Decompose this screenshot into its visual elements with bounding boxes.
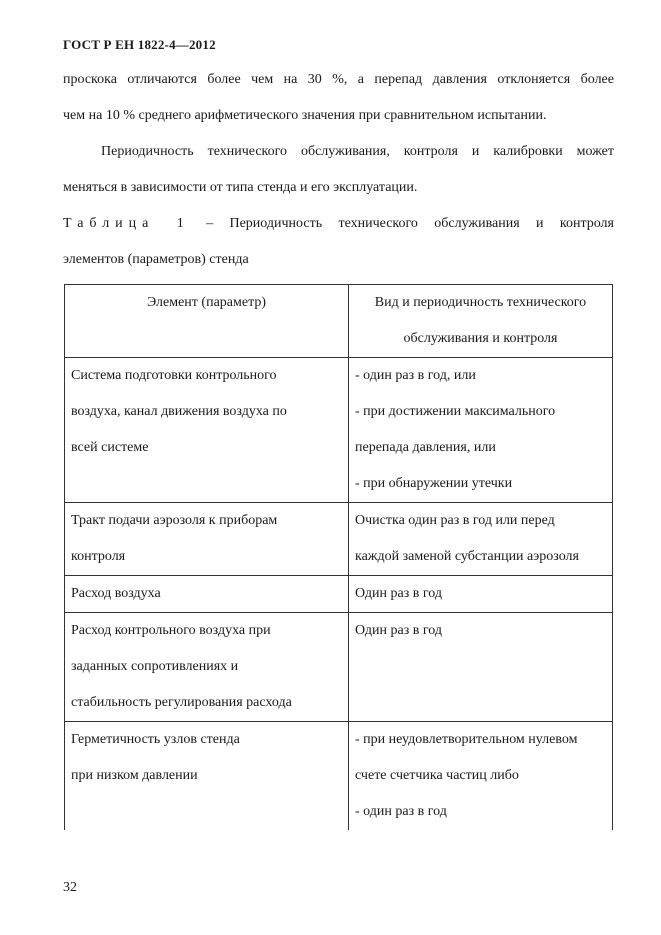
paragraph-line: чем на 10 % среднего арифметического значения при сравнительном испытании. bbox=[63, 108, 547, 123]
cell-line: воздуха, канал движения воздуха по bbox=[71, 404, 287, 419]
cell-line: Тракт подачи аэрозоля к приборам bbox=[71, 513, 278, 528]
paragraph-line: проскока отличаются более чем на 30 %, а перепад давления отклоняется более bbox=[63, 72, 614, 87]
cell-line: - один раз в год bbox=[355, 804, 447, 819]
cell-element bbox=[65, 358, 349, 503]
cell-maintenance bbox=[349, 576, 613, 613]
cell-line: Расход контрольного воздуха при bbox=[71, 623, 271, 638]
cell-maintenance bbox=[349, 613, 613, 722]
paragraph-line: Периодичность технического обслуживания, контроля и калибровки может bbox=[101, 144, 614, 159]
cell-line: контроля bbox=[71, 549, 126, 564]
cell-line: Один раз в год bbox=[355, 623, 443, 638]
table-row bbox=[65, 613, 613, 722]
cell-line: Расход воздуха bbox=[71, 586, 161, 601]
page-number: 32 bbox=[63, 880, 77, 895]
cell-line: - один раз в год, или bbox=[355, 368, 476, 383]
table-row bbox=[65, 503, 613, 576]
cell-line: при низком давлении bbox=[71, 768, 198, 783]
cell-line: счете счетчика частиц либо bbox=[355, 768, 519, 783]
cell-maintenance bbox=[349, 503, 613, 576]
table-row bbox=[65, 722, 613, 831]
header-line: Вид и периодичность технического bbox=[374, 295, 587, 310]
document-header: ГОСТ Р ЕН 1822-4—2012 bbox=[63, 37, 216, 52]
paragraph-comparison-test bbox=[63, 62, 614, 134]
cell-line: - при достижении максимального bbox=[355, 404, 556, 419]
table-caption-line2: элементов (параметров) стенда bbox=[63, 252, 249, 267]
paragraph-line: меняться в зависимости от типа стенда и его эксплуатации. bbox=[63, 180, 418, 195]
column-header-element bbox=[65, 285, 349, 358]
header-line: Элемент (параметр) bbox=[146, 295, 267, 310]
cell-element bbox=[65, 576, 349, 613]
cell-element bbox=[65, 613, 349, 722]
table-caption bbox=[63, 206, 614, 278]
cell-line: Система подготовки контрольного bbox=[71, 368, 277, 383]
table-header-row bbox=[65, 285, 613, 358]
maintenance-table bbox=[64, 284, 613, 830]
cell-maintenance bbox=[349, 358, 613, 503]
cell-line: каждой заменой субстанции аэрозоля bbox=[355, 549, 579, 564]
cell-line: заданных сопротивлениях и bbox=[71, 659, 239, 674]
column-header-maintenance bbox=[349, 285, 613, 358]
cell-element bbox=[65, 503, 349, 576]
cell-line: Очистка один раз в год или перед bbox=[355, 513, 555, 528]
paragraph-maintenance-periodicity bbox=[63, 134, 614, 206]
cell-line: - при обнаружении утечки bbox=[355, 476, 513, 491]
cell-line: всей системе bbox=[71, 440, 149, 455]
table-caption-line bbox=[63, 206, 614, 242]
table-row bbox=[65, 576, 613, 613]
cell-line: Герметичность узлов стенда bbox=[71, 732, 240, 747]
table-caption-title: – Периодичность технического обслуживания и контроля bbox=[189, 216, 614, 231]
cell-line: стабильность регулирования расхода bbox=[71, 695, 292, 710]
cell-line: Один раз в год bbox=[355, 586, 443, 601]
table-caption-label: Таблица 1 bbox=[63, 216, 190, 231]
table-row bbox=[65, 358, 613, 503]
cell-maintenance bbox=[349, 722, 613, 831]
cell-line: перепада давления, или bbox=[355, 440, 496, 455]
cell-line: - при неудовлетворительном нулевом bbox=[355, 732, 578, 747]
header-line: обслуживания и контроля bbox=[403, 331, 558, 346]
cell-element bbox=[65, 722, 349, 831]
